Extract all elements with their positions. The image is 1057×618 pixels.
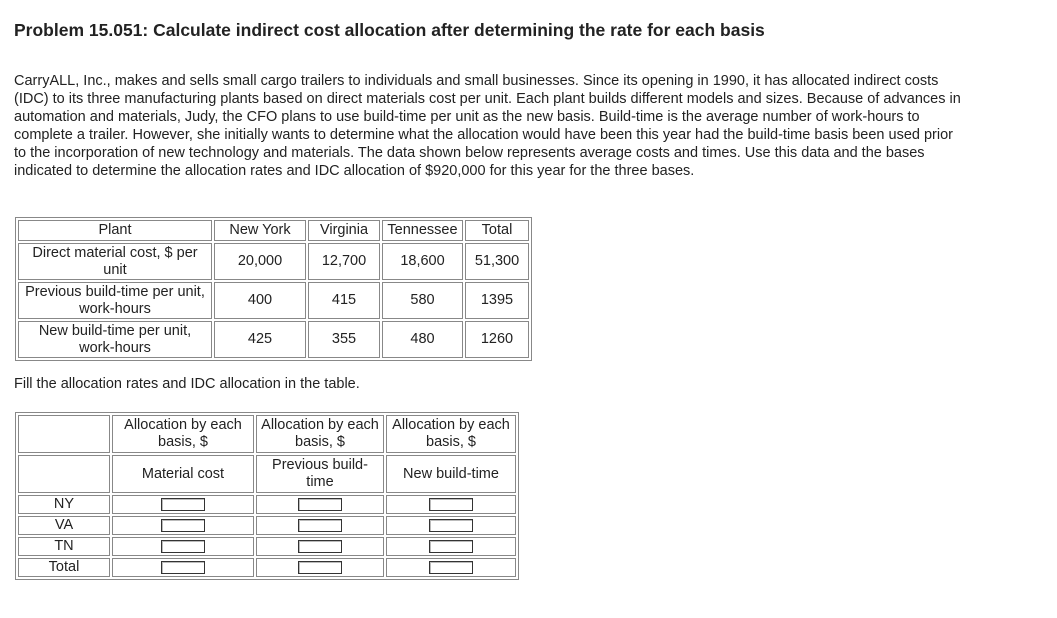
cell-va-new [386,516,516,535]
table-row [18,558,516,577]
data-table [15,217,532,361]
instruction-text: Fill the allocation rates and IDC allocation in the table. [14,376,360,392]
header-virginia: Virginia [308,220,380,241]
cell-tn-material-cost: 18,600 [382,243,463,280]
header-allocation-new: Allocation by each basis, $ [386,415,516,453]
tn-previous-build-time-input[interactable] [298,540,342,553]
cell-total-new [386,558,516,577]
table-row [18,282,529,319]
row-label-previous-build-time: Previous build-time per unit, work-hours [18,282,212,319]
cell-tn-new-build-time: 480 [382,321,463,358]
tn-material-cost-input[interactable] [161,540,205,553]
allocation-subheader-corner [18,455,110,493]
row-label-total: Total [18,558,110,577]
cell-tn-previous [256,537,384,556]
table-row [18,495,516,514]
tn-new-build-time-input[interactable] [429,540,473,553]
allocation-header-row [18,415,516,453]
cell-va-material [112,516,254,535]
total-previous-build-time-input[interactable] [298,561,342,574]
row-label-tn: TN [18,537,110,556]
ny-previous-build-time-input[interactable] [298,498,342,511]
row-label-new-build-time: New build-time per unit, work-hours [18,321,212,358]
table-row [18,516,516,535]
cell-total-new-build-time: 1260 [465,321,529,358]
cell-va-new-build-time: 355 [308,321,380,358]
row-label-va: VA [18,516,110,535]
cell-total-material-cost: 51,300 [465,243,529,280]
total-material-cost-input[interactable] [161,561,205,574]
cell-ny-previous-build-time: 400 [214,282,306,319]
header-plant: Plant [18,220,212,241]
va-new-build-time-input[interactable] [429,519,473,532]
header-total: Total [465,220,529,241]
cell-ny-material-cost: 20,000 [214,243,306,280]
problem-title: Problem 15.051: Calculate indirect cost allocation after determining the rate for each basis [14,20,765,40]
cell-total-previous-build-time: 1395 [465,282,529,319]
data-table-header-row [18,220,529,241]
problem-text: CarryALL, Inc., makes and sells small cargo trailers to individuals and small businesses. Since its opening in 1990, it has allocated indirect costs (IDC) to its three manufacturing plants based on direct materials cost per unit. Each plant builds different models and sizes. Because of advances in automation and materials, Judy, the CFO plans to use build-time per unit as the new basis. Build-time is the average number of work-hours to complete a trailer. However, she initially wants to determine what the allocation would have been this year had the build-time basis been used prior to the incorporation of new technology and materials. The data shown below represents average costs and times. Use this data and the bases indicated to determine the allocation rates and IDC allocation of $920,000 for this year for the three bases. [14,73,961,180]
header-tennessee: Tennessee [382,220,463,241]
cell-va-material-cost: 12,700 [308,243,380,280]
ny-new-build-time-input[interactable] [429,498,473,511]
allocation-subheader-row [18,455,516,493]
cell-va-previous-build-time: 415 [308,282,380,319]
subheader-material-cost: Material cost [112,455,254,493]
total-new-build-time-input[interactable] [429,561,473,574]
allocation-table [15,412,519,580]
row-label-direct-material-cost: Direct material cost, $ per unit [18,243,212,280]
header-new-york: New York [214,220,306,241]
cell-ny-new-build-time: 425 [214,321,306,358]
row-label-ny: NY [18,495,110,514]
va-material-cost-input[interactable] [161,519,205,532]
cell-ny-new [386,495,516,514]
subheader-previous-build-time: Previous build-time [256,455,384,493]
header-allocation-previous: Allocation by each basis, $ [256,415,384,453]
cell-tn-new [386,537,516,556]
cell-va-previous [256,516,384,535]
table-row [18,537,516,556]
header-allocation-material: Allocation by each basis, $ [112,415,254,453]
cell-total-material [112,558,254,577]
table-row [18,321,529,358]
cell-ny-previous [256,495,384,514]
cell-tn-previous-build-time: 580 [382,282,463,319]
subheader-new-build-time: New build-time [386,455,516,493]
cell-tn-material [112,537,254,556]
ny-material-cost-input[interactable] [161,498,205,511]
va-previous-build-time-input[interactable] [298,519,342,532]
cell-ny-material [112,495,254,514]
allocation-corner-cell [18,415,110,453]
cell-total-previous [256,558,384,577]
table-row [18,243,529,280]
